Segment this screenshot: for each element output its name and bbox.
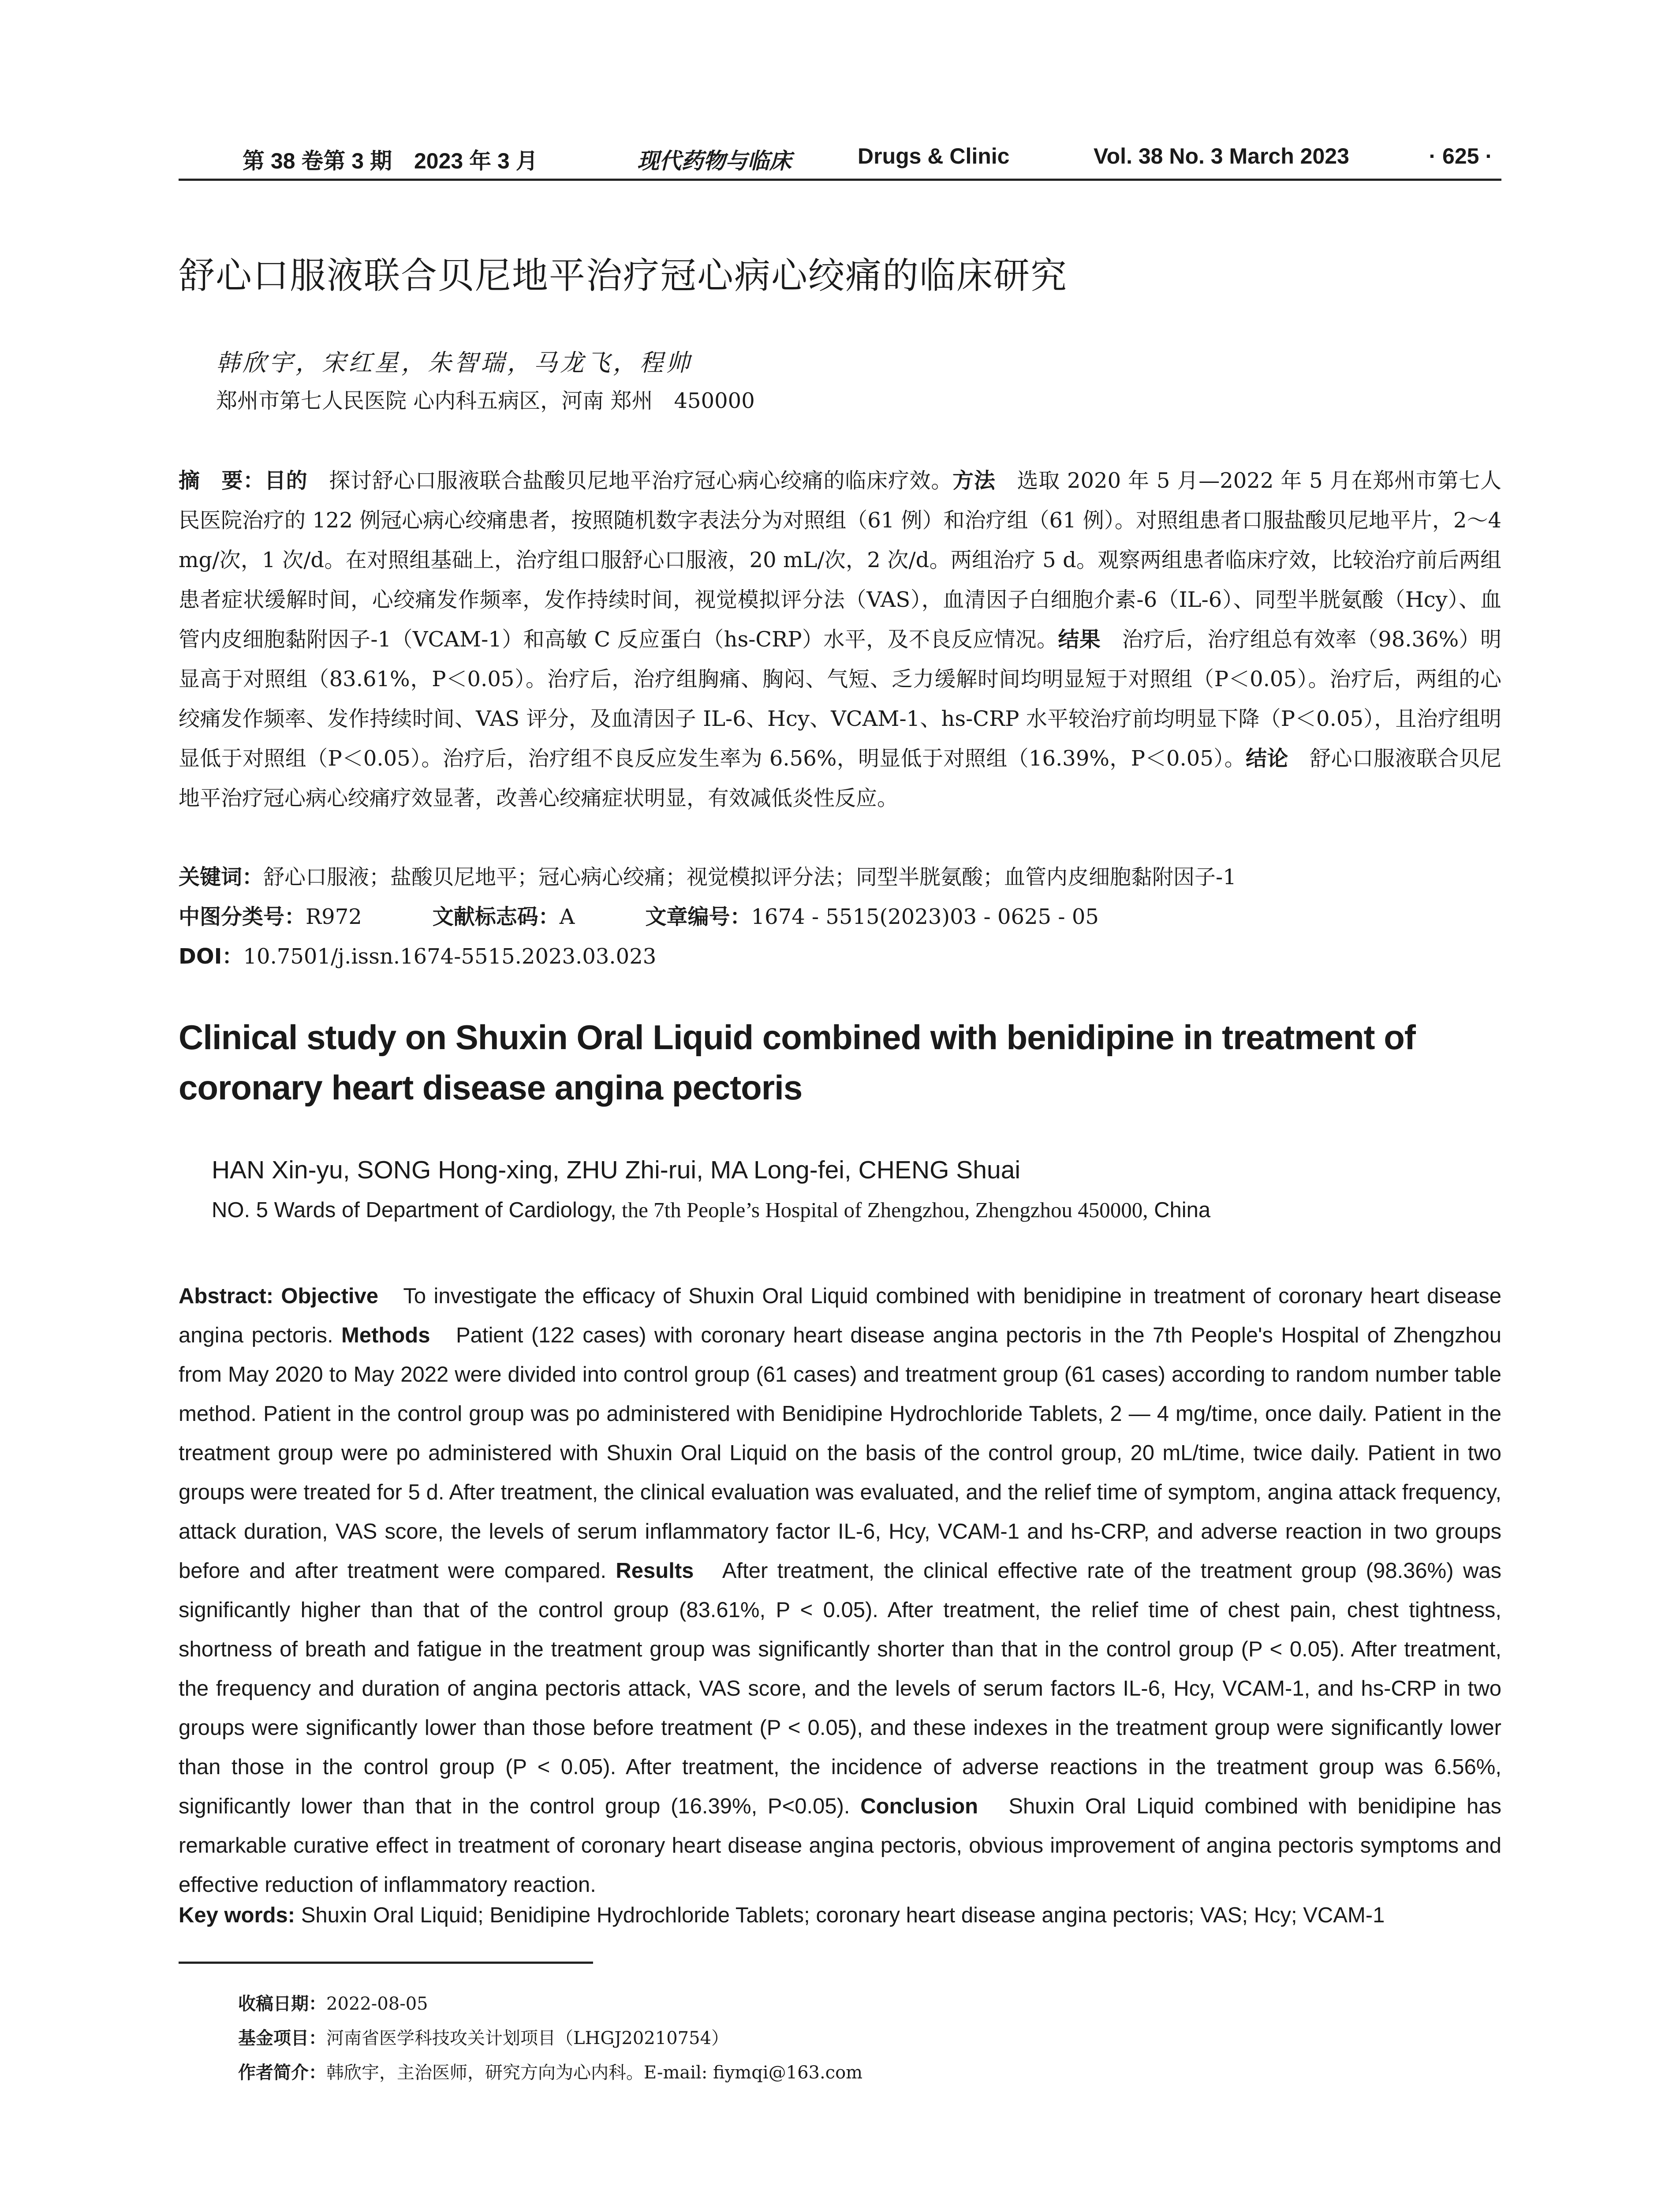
keywords-english xyxy=(179,1903,1501,1928)
objective-en-text: To investigate the efficacy of Shuxin Oral Liquid combined with benidipine in treatment of coronary heart disease angina pectoris. xyxy=(179,1284,1501,1347)
title-chinese: 舒心口服液联合贝尼地平治疗冠心病心绞痛的临床研究 xyxy=(179,255,1068,297)
header-page-number: · 625 · xyxy=(1429,144,1493,168)
affiliation-en-dept: NO. 5 Wards of Department of Cardiology, xyxy=(212,1198,616,1222)
conclusion-en-text: Shuxin Oral Liquid combined with benidipine has remarkable curative effect in treatment of coronary heart disease angina pectoris, obvious improvement of angina pectoris symptoms and effective reduction of inflammatory reaction. xyxy=(179,1794,1501,1897)
footnote-author xyxy=(238,2056,862,2090)
conclusion-en-label: Conclusion xyxy=(860,1794,978,1818)
fund-label: 基金项目： xyxy=(238,2028,326,2048)
objective-cn-label: 目的 xyxy=(265,468,308,493)
doc-code-value: A xyxy=(559,904,575,929)
keywords-en-text: Shuxin Oral Liquid; Benidipine Hydrochloride Tablets; coronary heart disease angina pectoris; VAS; Hcy; VCAM-1 xyxy=(295,1903,1385,1927)
running-header xyxy=(179,139,1501,181)
affiliation-chinese: 郑州市第七人民医院 心内科五病区，河南 郑州 450000 xyxy=(216,389,755,413)
classification-row xyxy=(179,900,1501,930)
clc-label: 中图分类号： xyxy=(179,904,306,929)
header-issue: 第 38 卷第 3 期 2023 年 3 月 xyxy=(243,149,538,173)
footnotes xyxy=(238,1987,862,2090)
affiliation-english xyxy=(212,1197,1210,1222)
abstract-en-label: Abstract: xyxy=(179,1284,274,1308)
results-cn-text: 治疗后，治疗组总有效率（98.36%）明显高于对照组（83.61%，P＜0.05）。治疗后，治疗组胸痛、胸闷、气短、乏力缓解时间均明显短于对照组（P＜0.05）。治疗后，两组的心绞痛发作频率、发作持续时间、VAS 评分，及血清因子 IL-6、Hcy、VCAM-1、hs-CRP 水平较治疗前均明显下降（P＜0.05），且治疗组明显低于对照组（P＜0.05）。治疗后，治疗组不良反应发生率为 6.56%，明显低于对照组（16.39%，P＜0.05）。 xyxy=(179,627,1501,771)
keywords-en-label: Key words: xyxy=(179,1903,295,1927)
clc-value: R972 xyxy=(306,904,362,929)
header-journal-cn: 现代药物与临床 xyxy=(637,148,791,174)
keywords-chinese xyxy=(179,860,1501,890)
doi-link[interactable]: 10.7501/j.issn.1674-5515.2023.03.023 xyxy=(243,944,657,969)
header-volume: Vol. 38 No. 3 March 2023 xyxy=(1094,144,1349,168)
footnote-received xyxy=(238,1987,862,2021)
footnote-fund xyxy=(238,2021,862,2056)
fund-text: 河南省医学科技攻关计划项目（LHGJ20210754） xyxy=(326,2028,729,2048)
header-journal-en: Drugs & Clinic xyxy=(858,144,1010,168)
objective-cn-text: 探讨舒心口服液联合盐酸贝尼地平治疗冠心病心绞痛的临床疗效。 xyxy=(307,468,953,493)
abstract-chinese xyxy=(179,461,1501,818)
affiliation-en-hospital: the 7th People’s Hospital of Zhengzhou, Zhengzhou 450000, xyxy=(616,1198,1148,1222)
keywords-cn-label: 关键词： xyxy=(179,865,264,889)
footnote-divider xyxy=(179,1962,593,1964)
results-en-label: Results xyxy=(616,1559,694,1583)
methods-cn-label: 方法 xyxy=(952,468,996,493)
doc-code-label: 文献标志码： xyxy=(432,904,560,929)
authors-english: HAN Xin-yu, SONG Hong-xing, ZHU Zhi-rui, MA Long-fei, CHENG Shuai xyxy=(212,1156,1021,1184)
received-label: 收稿日期： xyxy=(238,1994,326,2014)
conclusion-cn-text: 舒心口服液联合贝尼地平治疗冠心病心绞痛疗效显著，改善心绞痛症状明显，有效减低炎性反应。 xyxy=(179,746,1501,811)
title-english: Clinical study on Shuxin Oral Liquid combined with benidipine in treatment of coronary heart disease angina pectoris xyxy=(179,1018,1415,1107)
methods-cn-text: 选取 2020 年 5 月—2022 年 5 月在郑州市第七人民医院治疗的 122 例冠心病心绞痛患者，按照随机数字表法分为对照组（61 例）和治疗组（61 例）。对照组患者口服盐酸贝尼地平片，2～4 mg/次，1 次/d。在对照组基础上，治疗组口服舒心口服液，20 mL/次，2 次/d。两组治疗 5 d。观察两组患者临床疗效，比较治疗前后两组患者症状缓解时间，心绞痛发作频率，发作持续时间，视觉模拟评分法（VAS），血清因子白细胞介素-6（IL-6）、同型半胱氨酸（Hcy）、血管内皮细胞黏附因子-1（VCAM-1）和高敏 C 反应蛋白（hs-CRP）水平，及不良反应情况。 xyxy=(179,468,1501,652)
keywords-cn-text: 舒心口服液；盐酸贝尼地平；冠心病心绞痛；视觉模拟评分法；同型半胱氨酸；血管内皮细胞黏附因子-1 xyxy=(263,865,1236,889)
results-en-text: After treatment, the clinical effective rate of the treatment group (98.36%) was significantly higher than that of the control group (83.61%, P < 0.05). After treatment, the relief time of chest pain, chest tightness, shortness of breath and fatigue in the treatment group was significantly shorter than that in the control group (P < 0.05). After treatment, the frequency and duration of angina pectoris attack, VAS score, and the levels of serum factors IL-6, Hcy, VCAM-1, and hs-CRP in two groups were significantly lower than those before treatment (P < 0.05), and these indexes in the treatment group were significantly lower than those in the control group (P < 0.05). After treatment, the incidence of adverse reactions in the treatment group was 6.56%, significantly lower than that in the control group (16.39%, P<0.05). xyxy=(179,1559,1501,1818)
article-number-label: 文章编号： xyxy=(645,904,751,929)
doi-label: DOI： xyxy=(179,944,243,969)
author-bio-text: 韩欣宇，主治医师，研究方向为心内科。E-mail: fiymqi@163.com xyxy=(326,2063,863,2083)
abstract-cn-label: 摘 要： xyxy=(179,468,265,493)
doi-row xyxy=(179,939,1501,970)
affiliation-en-country: China xyxy=(1148,1198,1211,1222)
received-date: 2022-08-05 xyxy=(326,1994,428,2014)
article-number-value: 1674 - 5515(2023)03 - 0625 - 05 xyxy=(751,904,1099,929)
abstract-english xyxy=(179,1277,1501,1905)
methods-en-text: Patient (122 cases) with coronary heart disease angina pectoris in the 7th People's Hospital of Zhengzhou from May 2020 to May 2022 were divided into control group (61 cases) and treatment group (61 cases) according to random number table method. Patient in the control group was po administered with Benidipine Hydrochloride Tablets, 2 — 4 mg/time, once daily. Patient in the treatment group were po administered with Shuxin Oral Liquid on the basis of the control group, 20 mL/time, twice daily. Patient in two groups were treated for 5 d. After treatment, the clinical evaluation was evaluated, and the relief time of symptom, angina attack frequency, attack duration, VAS score, the levels of serum inflammatory factor IL-6, Hcy, VCAM-1 and hs-CRP, and adverse reaction in two groups before and after treatment were compared. xyxy=(179,1323,1502,1583)
author-bio-label: 作者简介： xyxy=(238,2063,326,2083)
authors-chinese: 韩欣宇，宋红星，朱智瑞，马龙飞，程帅 xyxy=(216,349,692,377)
results-cn-label: 结果 xyxy=(1058,627,1101,652)
objective-en-label: Objective xyxy=(281,1284,379,1308)
conclusion-cn-label: 结论 xyxy=(1245,746,1288,771)
methods-en-label: Methods xyxy=(341,1323,430,1347)
